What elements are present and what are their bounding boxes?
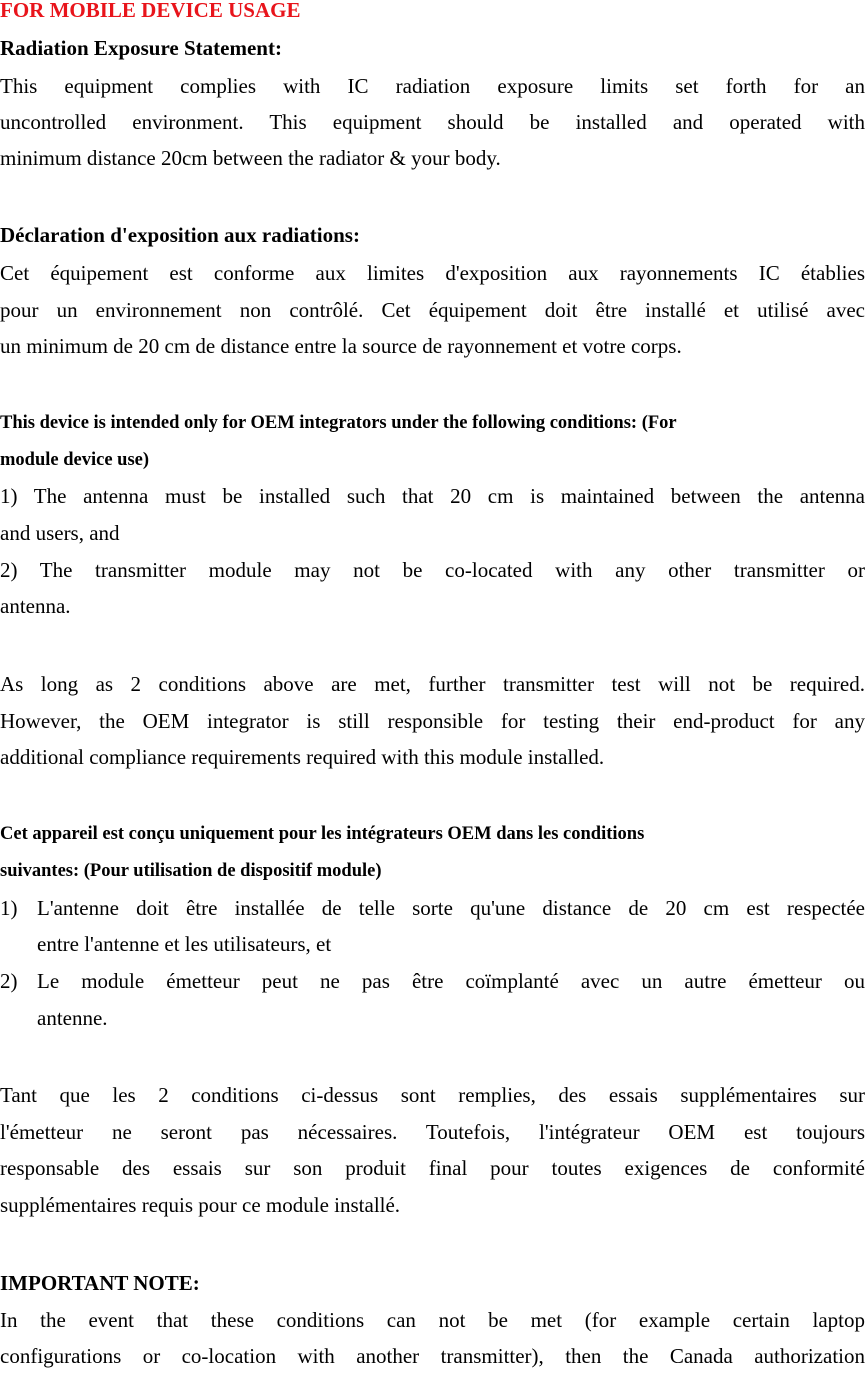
fr-oem-title-line: Cet appareil est conçu uniquement pour les intégrateurs OEM dans les conditions [0, 824, 645, 844]
list-item-text: Le module émetteur peut ne pas être coïmplanté avec un autre émetteur ou [37, 969, 865, 993]
fr-oem-title-line: suivantes: (Pour utilisation de dispositif module) [0, 861, 382, 881]
en-oem-condition-line: 1) The antenna must be installed such that 20 cm is maintained between the antenna [0, 484, 865, 508]
fr-statement-title: Déclaration d'exposition aux radiations: [0, 223, 360, 247]
fr-oem-paragraph-line: l'émetteur ne seront pas nécessaires. Toutefois, l'intégrateur OEM est toujours [0, 1120, 865, 1144]
fr-statement-line: un minimum de 20 cm de distance entre la source de rayonnement et votre corps. [0, 334, 682, 358]
en-oem-paragraph-line: As long as 2 conditions above are met, further transmitter test will not be required. [0, 672, 865, 696]
section-heading: FOR MOBILE DEVICE USAGE [0, 0, 301, 22]
fr-oem-paragraph-line: supplémentaires requis pour ce module installé. [0, 1193, 401, 1217]
important-note-line: In the event that these conditions can not be met (for example certain laptop [0, 1308, 865, 1332]
list-item-text: entre l'antenne et les utilisateurs, et [37, 932, 332, 956]
list-item-text: L'antenne doit être installée de telle sorte qu'une distance de 20 cm est respectée [37, 896, 865, 920]
en-oem-condition-line: antenna. [0, 594, 71, 618]
en-oem-title-line: This device is intended only for OEM integrators under the following conditions: (For [0, 413, 677, 433]
fr-oem-paragraph-line: Tant que les 2 conditions ci-dessus sont remplies, des essais supplémentaires sur [0, 1083, 865, 1107]
en-statement-line: This equipment complies with IC radiation exposure limits set forth for an [0, 74, 865, 98]
fr-oem-paragraph-line: responsable des essais sur son produit final pour toutes exigences de conformité [0, 1156, 865, 1180]
en-statement-line: uncontrolled environment. This equipment should be installed and operated with [0, 110, 865, 134]
list-item-text: antenne. [37, 1006, 108, 1030]
en-oem-condition-line: and users, and [0, 521, 120, 545]
en-oem-title-line: module device use) [0, 450, 150, 470]
en-oem-paragraph-line: additional compliance requirements required with this module installed. [0, 745, 605, 769]
important-note-line: configurations or co-location with another transmitter), then the Canada authorization [0, 1344, 865, 1368]
list-number: 1) [0, 896, 18, 920]
en-statement-line: minimum distance 20cm between the radiator & your body. [0, 146, 501, 170]
fr-statement-line: Cet équipement est conforme aux limites d'exposition aux rayonnements IC établies [0, 261, 865, 285]
en-oem-condition-line: 2) The transmitter module may not be co-located with any other transmitter or [0, 558, 865, 582]
en-statement-title: Radiation Exposure Statement: [0, 36, 282, 60]
fr-statement-line: pour un environnement non contrôlé. Cet équipement doit être installé et utilisé avec [0, 298, 865, 322]
important-note-title: IMPORTANT NOTE: [0, 1271, 200, 1295]
list-number: 2) [0, 969, 18, 993]
en-oem-paragraph-line: However, the OEM integrator is still responsible for testing their end-product for any [0, 709, 865, 733]
